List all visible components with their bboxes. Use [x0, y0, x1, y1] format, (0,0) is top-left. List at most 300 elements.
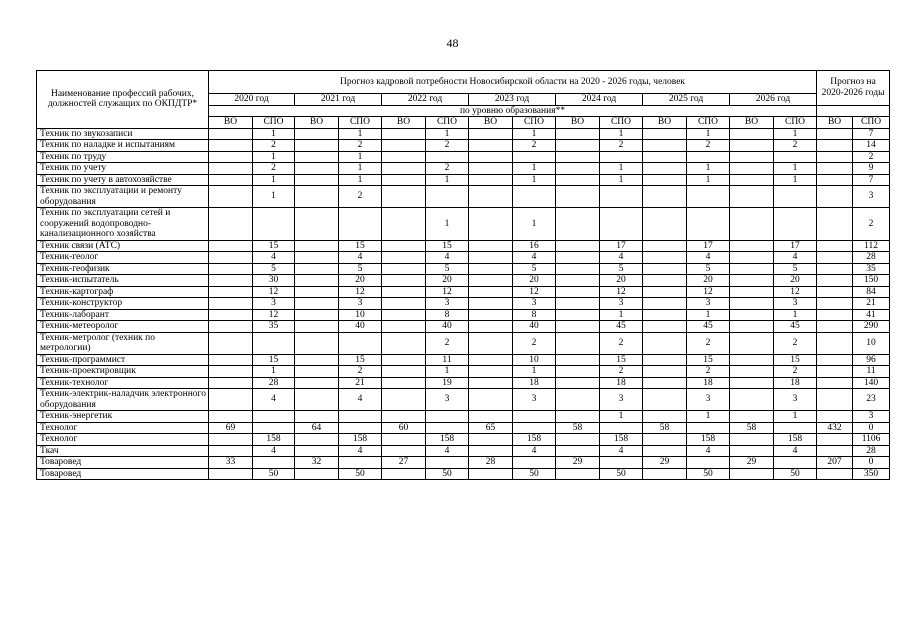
row-value-cell: 12 [253, 309, 295, 321]
row-value-cell [209, 275, 253, 287]
row-value-cell: 21 [853, 298, 890, 310]
row-value-cell: 45 [600, 321, 643, 333]
row-value-cell: 3 [853, 411, 890, 423]
row-value-cell [817, 411, 853, 423]
row-value-cell [556, 263, 600, 275]
row-profession-name: Техник-энергетик [37, 411, 209, 423]
row-value-cell [556, 163, 600, 175]
row-value-cell [600, 186, 643, 208]
row-value-cell [817, 332, 853, 354]
row-profession-name: Техник-конструктор [37, 298, 209, 310]
row-value-cell [556, 434, 600, 446]
row-value-cell [817, 275, 853, 287]
row-value-cell: 3 [853, 186, 890, 208]
row-value-cell: 1106 [853, 434, 890, 446]
row-value-cell: 2 [339, 366, 382, 378]
row-value-cell: 1 [774, 309, 817, 321]
header-level-spo: СПО [426, 117, 469, 129]
row-value-cell: 3 [600, 298, 643, 310]
row-value-cell [730, 151, 774, 163]
row-value-cell: 45 [687, 321, 730, 333]
row-value-cell [253, 422, 295, 434]
row-value-cell [382, 252, 426, 264]
row-value-cell [209, 128, 253, 140]
row-value-cell [817, 468, 853, 480]
row-value-cell [426, 411, 469, 423]
row-value-cell [556, 309, 600, 321]
row-value-cell: 69 [209, 422, 253, 434]
header-year-2026: 2026 год [730, 94, 817, 106]
row-value-cell [730, 332, 774, 354]
row-value-cell [426, 457, 469, 469]
row-value-cell [382, 186, 426, 208]
row-value-cell [469, 332, 513, 354]
row-value-cell: 1 [774, 411, 817, 423]
row-value-cell [295, 163, 339, 175]
row-value-cell [295, 151, 339, 163]
header-year-2023: 2023 год [469, 94, 556, 106]
table-row [37, 354, 890, 366]
row-value-cell: 21 [339, 377, 382, 389]
row-value-cell [469, 445, 513, 457]
row-value-cell [817, 151, 853, 163]
row-profession-name: Ткач [37, 445, 209, 457]
row-value-cell [817, 354, 853, 366]
row-value-cell: 33 [209, 457, 253, 469]
row-value-cell [469, 354, 513, 366]
row-value-cell [469, 275, 513, 287]
row-value-cell [556, 128, 600, 140]
row-value-cell: 1 [774, 174, 817, 186]
row-value-cell [513, 411, 556, 423]
row-value-cell [817, 298, 853, 310]
row-value-cell: 12 [774, 286, 817, 298]
row-value-cell: 158 [600, 434, 643, 446]
row-value-cell: 1 [600, 411, 643, 423]
row-value-cell: 96 [853, 354, 890, 366]
row-value-cell: 1 [253, 366, 295, 378]
row-value-cell [469, 468, 513, 480]
row-value-cell [209, 163, 253, 175]
row-value-cell: 0 [853, 457, 890, 469]
row-value-cell: 1 [687, 128, 730, 140]
row-value-cell [730, 309, 774, 321]
row-value-cell: 50 [339, 468, 382, 480]
row-value-cell: 40 [426, 321, 469, 333]
table-row [37, 377, 890, 389]
row-profession-name: Техник-метролог (техник по метрологии) [37, 332, 209, 354]
row-value-cell [469, 140, 513, 152]
row-value-cell: 23 [853, 389, 890, 411]
row-value-cell: 8 [426, 309, 469, 321]
row-value-cell [295, 240, 339, 252]
row-value-cell [730, 140, 774, 152]
row-value-cell: 1 [687, 174, 730, 186]
row-value-cell [817, 174, 853, 186]
row-value-cell [817, 163, 853, 175]
row-profession-name: Техник-лаборант [37, 309, 209, 321]
row-value-cell [817, 389, 853, 411]
row-value-cell: 15 [426, 240, 469, 252]
row-value-cell [339, 457, 382, 469]
row-value-cell [513, 186, 556, 208]
row-value-cell [687, 422, 730, 434]
row-value-cell: 207 [817, 457, 853, 469]
row-value-cell [730, 354, 774, 366]
row-value-cell: 2 [687, 332, 730, 354]
header-year-2021: 2021 год [295, 94, 382, 106]
row-value-cell [730, 468, 774, 480]
table-row [37, 275, 890, 287]
row-value-cell: 15 [253, 354, 295, 366]
row-value-cell [469, 208, 513, 241]
row-value-cell [295, 309, 339, 321]
row-value-cell [730, 298, 774, 310]
row-value-cell [209, 186, 253, 208]
row-value-cell [730, 321, 774, 333]
header-level-spo: СПО [513, 117, 556, 129]
row-value-cell [209, 434, 253, 446]
row-value-cell [382, 263, 426, 275]
row-value-cell: 2 [687, 366, 730, 378]
table-row [37, 240, 890, 252]
row-value-cell: 64 [295, 422, 339, 434]
row-value-cell [643, 366, 687, 378]
row-value-cell: 4 [774, 445, 817, 457]
row-value-cell: 158 [774, 434, 817, 446]
row-value-cell [295, 252, 339, 264]
header-year-2025: 2025 год [643, 94, 730, 106]
row-value-cell: 1 [426, 128, 469, 140]
table-body [37, 128, 890, 480]
row-value-cell [730, 263, 774, 275]
row-value-cell: 40 [513, 321, 556, 333]
row-value-cell: 1 [426, 174, 469, 186]
row-value-cell [513, 151, 556, 163]
row-value-cell [382, 366, 426, 378]
row-value-cell: 140 [853, 377, 890, 389]
row-value-cell [469, 309, 513, 321]
row-value-cell [556, 140, 600, 152]
header-level-vo: ВО [469, 117, 513, 129]
row-value-cell: 1 [339, 151, 382, 163]
row-value-cell [643, 151, 687, 163]
row-value-cell: 0 [853, 422, 890, 434]
row-value-cell: 5 [513, 263, 556, 275]
row-value-cell: 158 [253, 434, 295, 446]
row-value-cell: 5 [687, 263, 730, 275]
row-value-cell [817, 321, 853, 333]
row-value-cell [687, 186, 730, 208]
row-value-cell: 2 [513, 140, 556, 152]
row-value-cell [382, 174, 426, 186]
header-year-2020: 2020 год [209, 94, 295, 106]
row-profession-name: Техник-геофизик [37, 263, 209, 275]
row-value-cell [382, 377, 426, 389]
table-row [37, 252, 890, 264]
row-profession-name: Технолог [37, 434, 209, 446]
row-value-cell: 4 [600, 445, 643, 457]
row-value-cell: 3 [426, 298, 469, 310]
header-level-vo: ВО [730, 117, 774, 129]
row-value-cell: 4 [513, 445, 556, 457]
row-value-cell: 20 [774, 275, 817, 287]
row-value-cell [253, 332, 295, 354]
row-value-cell [556, 208, 600, 241]
row-value-cell: 3 [253, 298, 295, 310]
row-value-cell [774, 422, 817, 434]
row-value-cell: 84 [853, 286, 890, 298]
row-value-cell [730, 174, 774, 186]
row-profession-name: Техник-программист [37, 354, 209, 366]
header-level-spo: СПО [687, 117, 730, 129]
row-value-cell: 432 [817, 422, 853, 434]
row-value-cell [209, 366, 253, 378]
row-value-cell [295, 174, 339, 186]
header-level-vo: ВО [643, 117, 687, 129]
row-value-cell [469, 163, 513, 175]
row-value-cell: 18 [600, 377, 643, 389]
row-profession-name: Техник по звукозаписи [37, 128, 209, 140]
row-value-cell: 20 [513, 275, 556, 287]
row-value-cell [382, 309, 426, 321]
row-profession-name: Техник по труду [37, 151, 209, 163]
row-value-cell: 41 [853, 309, 890, 321]
row-value-cell: 4 [687, 252, 730, 264]
header-level-vo: ВО [209, 117, 253, 129]
row-value-cell [556, 275, 600, 287]
row-value-cell [382, 445, 426, 457]
row-value-cell [426, 186, 469, 208]
row-value-cell [209, 286, 253, 298]
row-value-cell: 5 [426, 263, 469, 275]
row-value-cell [730, 128, 774, 140]
row-value-cell [209, 377, 253, 389]
table-row [37, 263, 890, 275]
row-value-cell: 1 [513, 208, 556, 241]
row-value-cell: 8 [513, 309, 556, 321]
row-value-cell [643, 468, 687, 480]
row-value-cell: 17 [600, 240, 643, 252]
row-value-cell: 3 [513, 298, 556, 310]
row-value-cell: 3 [600, 389, 643, 411]
row-value-cell: 2 [600, 332, 643, 354]
row-value-cell: 5 [253, 263, 295, 275]
row-value-cell [643, 377, 687, 389]
row-value-cell [730, 366, 774, 378]
row-value-cell [643, 174, 687, 186]
row-value-cell [339, 332, 382, 354]
row-value-cell: 15 [687, 354, 730, 366]
row-value-cell: 12 [687, 286, 730, 298]
row-value-cell [469, 151, 513, 163]
header-profession-name: Наименование профессий рабочих, должностей служащих по ОКПДТР* [37, 71, 209, 129]
row-value-cell [469, 321, 513, 333]
row-value-cell [556, 240, 600, 252]
row-value-cell [643, 208, 687, 241]
row-profession-name: Техник-геолог [37, 252, 209, 264]
row-value-cell: 12 [339, 286, 382, 298]
row-value-cell: 2 [600, 366, 643, 378]
row-value-cell: 1 [426, 366, 469, 378]
page-number: 48 [446, 36, 459, 50]
row-value-cell [730, 286, 774, 298]
row-value-cell: 10 [853, 332, 890, 354]
row-value-cell: 1 [253, 174, 295, 186]
row-value-cell: 2 [774, 140, 817, 152]
table-row [37, 366, 890, 378]
row-value-cell: 150 [853, 275, 890, 287]
row-value-cell [382, 286, 426, 298]
row-value-cell [643, 128, 687, 140]
row-value-cell: 20 [339, 275, 382, 287]
row-value-cell [209, 411, 253, 423]
row-profession-name: Техник-испытатель [37, 275, 209, 287]
row-value-cell: 158 [687, 434, 730, 446]
table-row [37, 321, 890, 333]
row-value-cell: 290 [853, 321, 890, 333]
row-value-cell [643, 332, 687, 354]
row-value-cell: 35 [253, 321, 295, 333]
table-row [37, 445, 890, 457]
row-value-cell: 17 [774, 240, 817, 252]
row-value-cell: 32 [295, 457, 339, 469]
table-row [37, 208, 890, 241]
row-value-cell: 58 [643, 422, 687, 434]
row-value-cell [209, 468, 253, 480]
row-value-cell [382, 434, 426, 446]
row-value-cell: 45 [774, 321, 817, 333]
row-value-cell: 4 [426, 445, 469, 457]
row-value-cell [339, 422, 382, 434]
row-value-cell [382, 298, 426, 310]
row-value-cell: 1 [774, 128, 817, 140]
row-value-cell [382, 208, 426, 241]
row-value-cell [253, 457, 295, 469]
row-value-cell [556, 354, 600, 366]
row-value-cell [295, 468, 339, 480]
row-profession-name: Товаровед [37, 457, 209, 469]
row-value-cell [643, 275, 687, 287]
row-value-cell [556, 298, 600, 310]
row-value-cell [643, 411, 687, 423]
row-value-cell [209, 174, 253, 186]
row-value-cell: 1 [339, 163, 382, 175]
row-value-cell [600, 208, 643, 241]
row-value-cell [209, 208, 253, 241]
row-value-cell: 28 [469, 457, 513, 469]
row-value-cell [556, 389, 600, 411]
table-row [37, 140, 890, 152]
row-value-cell [643, 389, 687, 411]
row-value-cell: 1 [687, 163, 730, 175]
row-value-cell [643, 445, 687, 457]
row-value-cell: 2 [426, 163, 469, 175]
row-value-cell [469, 252, 513, 264]
row-value-cell [730, 434, 774, 446]
row-value-cell: 27 [382, 457, 426, 469]
row-value-cell: 2 [687, 140, 730, 152]
row-value-cell: 9 [853, 163, 890, 175]
row-value-cell: 28 [853, 252, 890, 264]
row-value-cell [295, 411, 339, 423]
row-value-cell [817, 286, 853, 298]
row-value-cell [817, 208, 853, 241]
row-value-cell [382, 354, 426, 366]
row-profession-name: Техник по эксплуатации и ремонту оборудования [37, 186, 209, 208]
row-value-cell: 50 [513, 468, 556, 480]
header-forecast-title: Прогноз кадровой потребности Новосибирской области на 2020 - 2026 годы, человек [209, 71, 817, 94]
row-value-cell [295, 445, 339, 457]
row-value-cell: 15 [339, 354, 382, 366]
row-value-cell: 30 [253, 275, 295, 287]
row-value-cell [469, 366, 513, 378]
row-value-cell: 4 [426, 252, 469, 264]
row-value-cell: 3 [687, 298, 730, 310]
table-row [37, 389, 890, 411]
row-profession-name: Техник-метеоролог [37, 321, 209, 333]
row-value-cell: 1 [513, 174, 556, 186]
row-value-cell: 4 [253, 252, 295, 264]
row-profession-name: Технолог [37, 422, 209, 434]
row-value-cell: 2 [426, 140, 469, 152]
row-value-cell: 50 [774, 468, 817, 480]
row-value-cell: 58 [556, 422, 600, 434]
row-value-cell [426, 422, 469, 434]
row-profession-name: Техник по учету в автохозяйстве [37, 174, 209, 186]
row-value-cell: 20 [426, 275, 469, 287]
row-value-cell: 1 [687, 411, 730, 423]
row-value-cell: 18 [687, 377, 730, 389]
row-value-cell [253, 208, 295, 241]
row-value-cell [209, 354, 253, 366]
row-value-cell [295, 321, 339, 333]
row-value-cell [209, 151, 253, 163]
row-value-cell [295, 286, 339, 298]
row-value-cell [382, 332, 426, 354]
row-value-cell: 1 [426, 208, 469, 241]
row-value-cell [643, 298, 687, 310]
row-value-cell [382, 389, 426, 411]
row-value-cell: 15 [600, 354, 643, 366]
row-profession-name: Техник по учету [37, 163, 209, 175]
row-value-cell [730, 377, 774, 389]
row-value-cell [817, 445, 853, 457]
row-value-cell: 58 [730, 422, 774, 434]
row-value-cell: 112 [853, 240, 890, 252]
row-value-cell [687, 208, 730, 241]
row-value-cell: 158 [426, 434, 469, 446]
row-value-cell: 1 [253, 151, 295, 163]
header-level-spo: СПО [853, 117, 890, 129]
row-value-cell [209, 263, 253, 275]
row-value-cell: 1 [513, 163, 556, 175]
row-value-cell: 18 [513, 377, 556, 389]
row-value-cell [295, 354, 339, 366]
row-value-cell [209, 298, 253, 310]
header-year-2024: 2024 год [556, 94, 643, 106]
row-value-cell: 2 [426, 332, 469, 354]
row-value-cell: 1 [253, 128, 295, 140]
row-value-cell [643, 240, 687, 252]
row-value-cell: 2 [253, 140, 295, 152]
row-value-cell: 15 [774, 354, 817, 366]
row-value-cell [209, 321, 253, 333]
row-value-cell: 11 [426, 354, 469, 366]
row-value-cell [556, 366, 600, 378]
row-value-cell [469, 286, 513, 298]
row-value-cell: 4 [339, 389, 382, 411]
